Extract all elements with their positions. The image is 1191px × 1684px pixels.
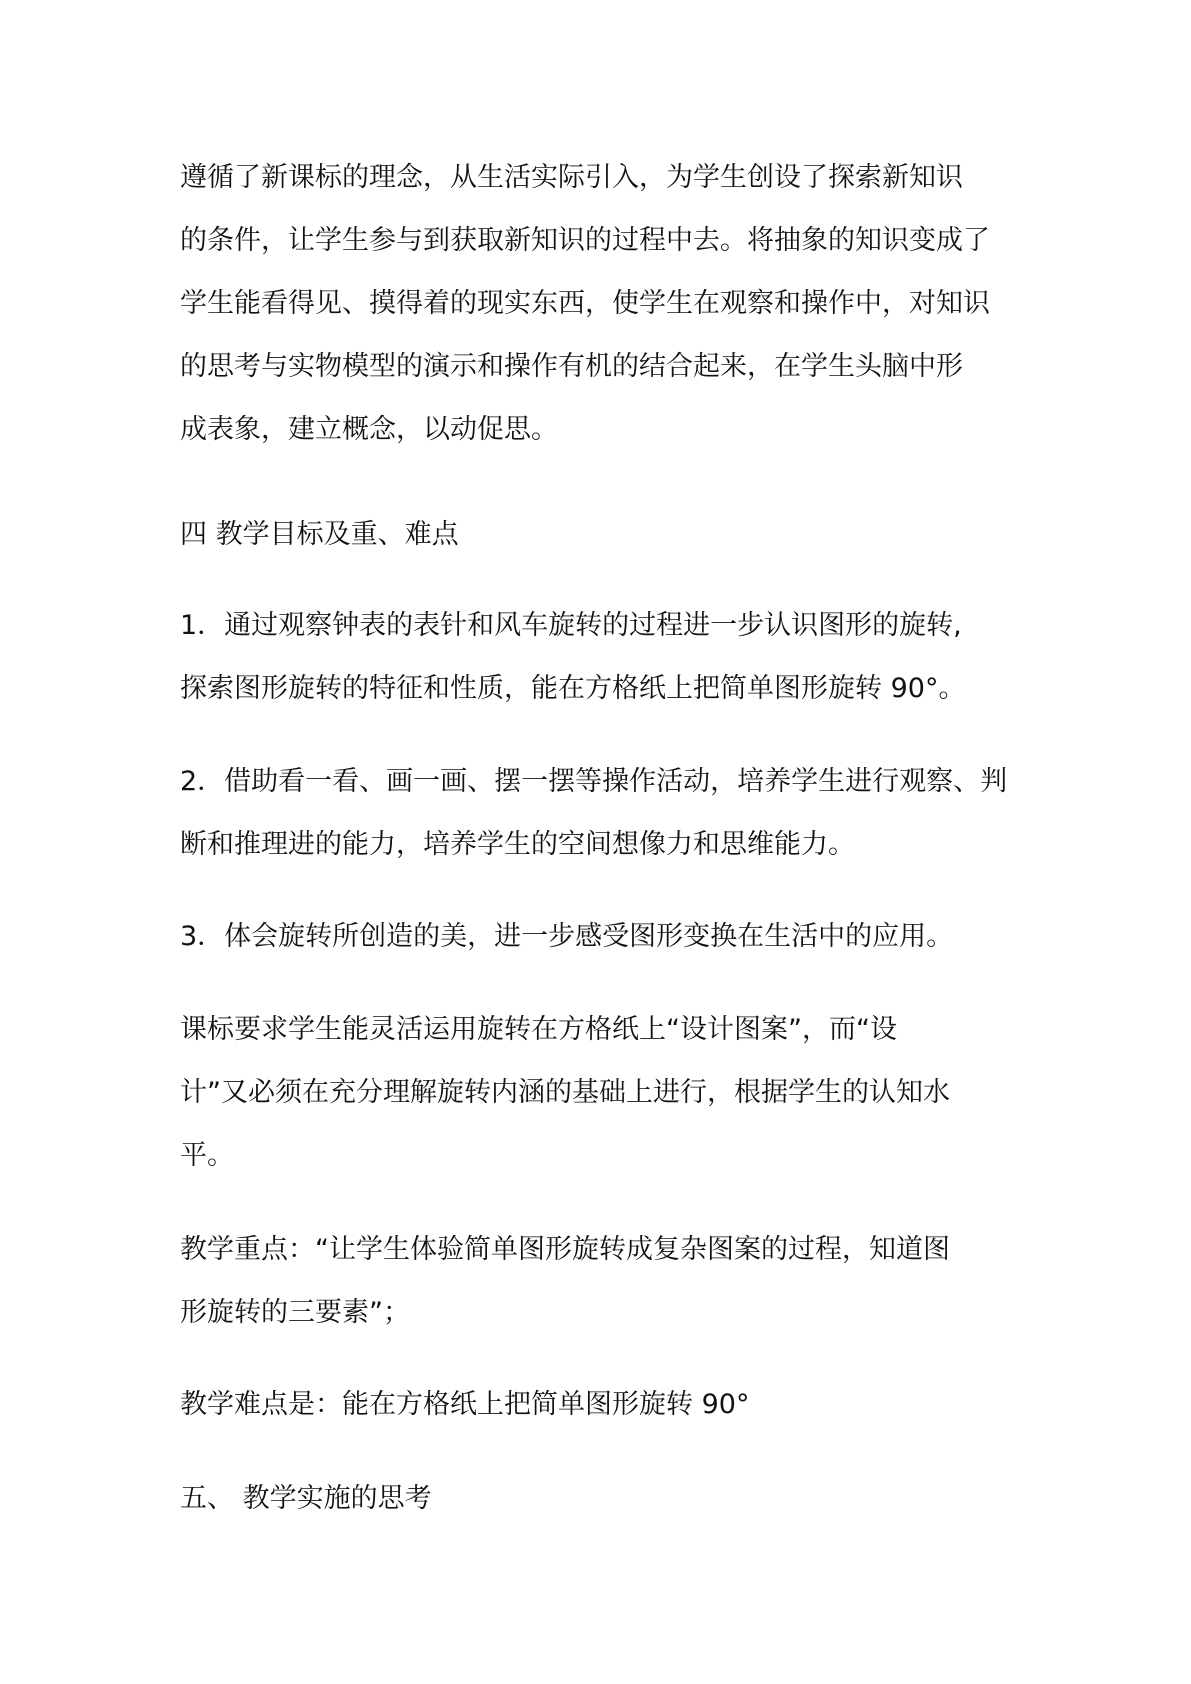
difficult-point bbox=[180, 1373, 1030, 1436]
text-line: 学生能看得见、摸得着的现实东西，使学生在观察和操作中，对知识 bbox=[180, 288, 990, 319]
text-line: 3．体会旋转所创造的美，进一步感受图形变换在生活中的应用。 bbox=[180, 921, 954, 952]
key-point bbox=[180, 1218, 1030, 1344]
text-line: 平。 bbox=[180, 1140, 234, 1171]
text-line: 成表象，建立概念，以动促思。 bbox=[180, 414, 558, 445]
text-line: 遵循了新课标的理念，从生活实际引入，为学生创设了探索新知识 bbox=[180, 162, 963, 193]
text-line: 探索图形旋转的特征和性质，能在方格纸上把简单图形旋转 90°。 bbox=[180, 673, 966, 704]
text-line: 教学重点：“让学生体验简单图形旋转成复杂图案的过程，知道图 bbox=[180, 1234, 950, 1265]
text-line: 课标要求学生能灵活运用旋转在方格纸上“设计图案”，而“设 bbox=[180, 1014, 897, 1045]
text-line: 2．借助看一看、画一画、摆一摆等操作活动，培养学生进行观察、判 bbox=[180, 766, 1008, 797]
text-line: 的条件，让学生参与到获取新知识的过程中去。将抽象的知识变成了 bbox=[180, 225, 990, 256]
text-line: 计”又必须在充分理解旋转内涵的基础上进行，根据学生的认知水 bbox=[180, 1077, 950, 1108]
text-line: 1．通过观察钟表的表针和风车旋转的过程进一步认识图形的旋转, bbox=[180, 610, 962, 641]
heading-line: 五、 教学实施的思考 bbox=[180, 1483, 432, 1514]
section-five-heading bbox=[180, 1467, 1030, 1530]
intro-paragraph bbox=[180, 146, 1030, 461]
curriculum-paragraph bbox=[180, 998, 1030, 1187]
objective-1 bbox=[180, 594, 1030, 720]
text-line: 教学难点是：能在方格纸上把简单图形旋转 90° bbox=[180, 1389, 750, 1420]
section-four-heading bbox=[180, 503, 1030, 566]
text-line: 断和推理进的能力，培养学生的空间想像力和思维能力。 bbox=[180, 829, 855, 860]
objective-2 bbox=[180, 750, 1030, 876]
objective-3 bbox=[180, 905, 1030, 968]
heading-line: 四 教学目标及重、难点 bbox=[180, 519, 459, 550]
text-line: 形旋转的三要素”； bbox=[180, 1297, 410, 1328]
text-line: 的思考与实物模型的演示和操作有机的结合起来，在学生头脑中形 bbox=[180, 351, 963, 382]
